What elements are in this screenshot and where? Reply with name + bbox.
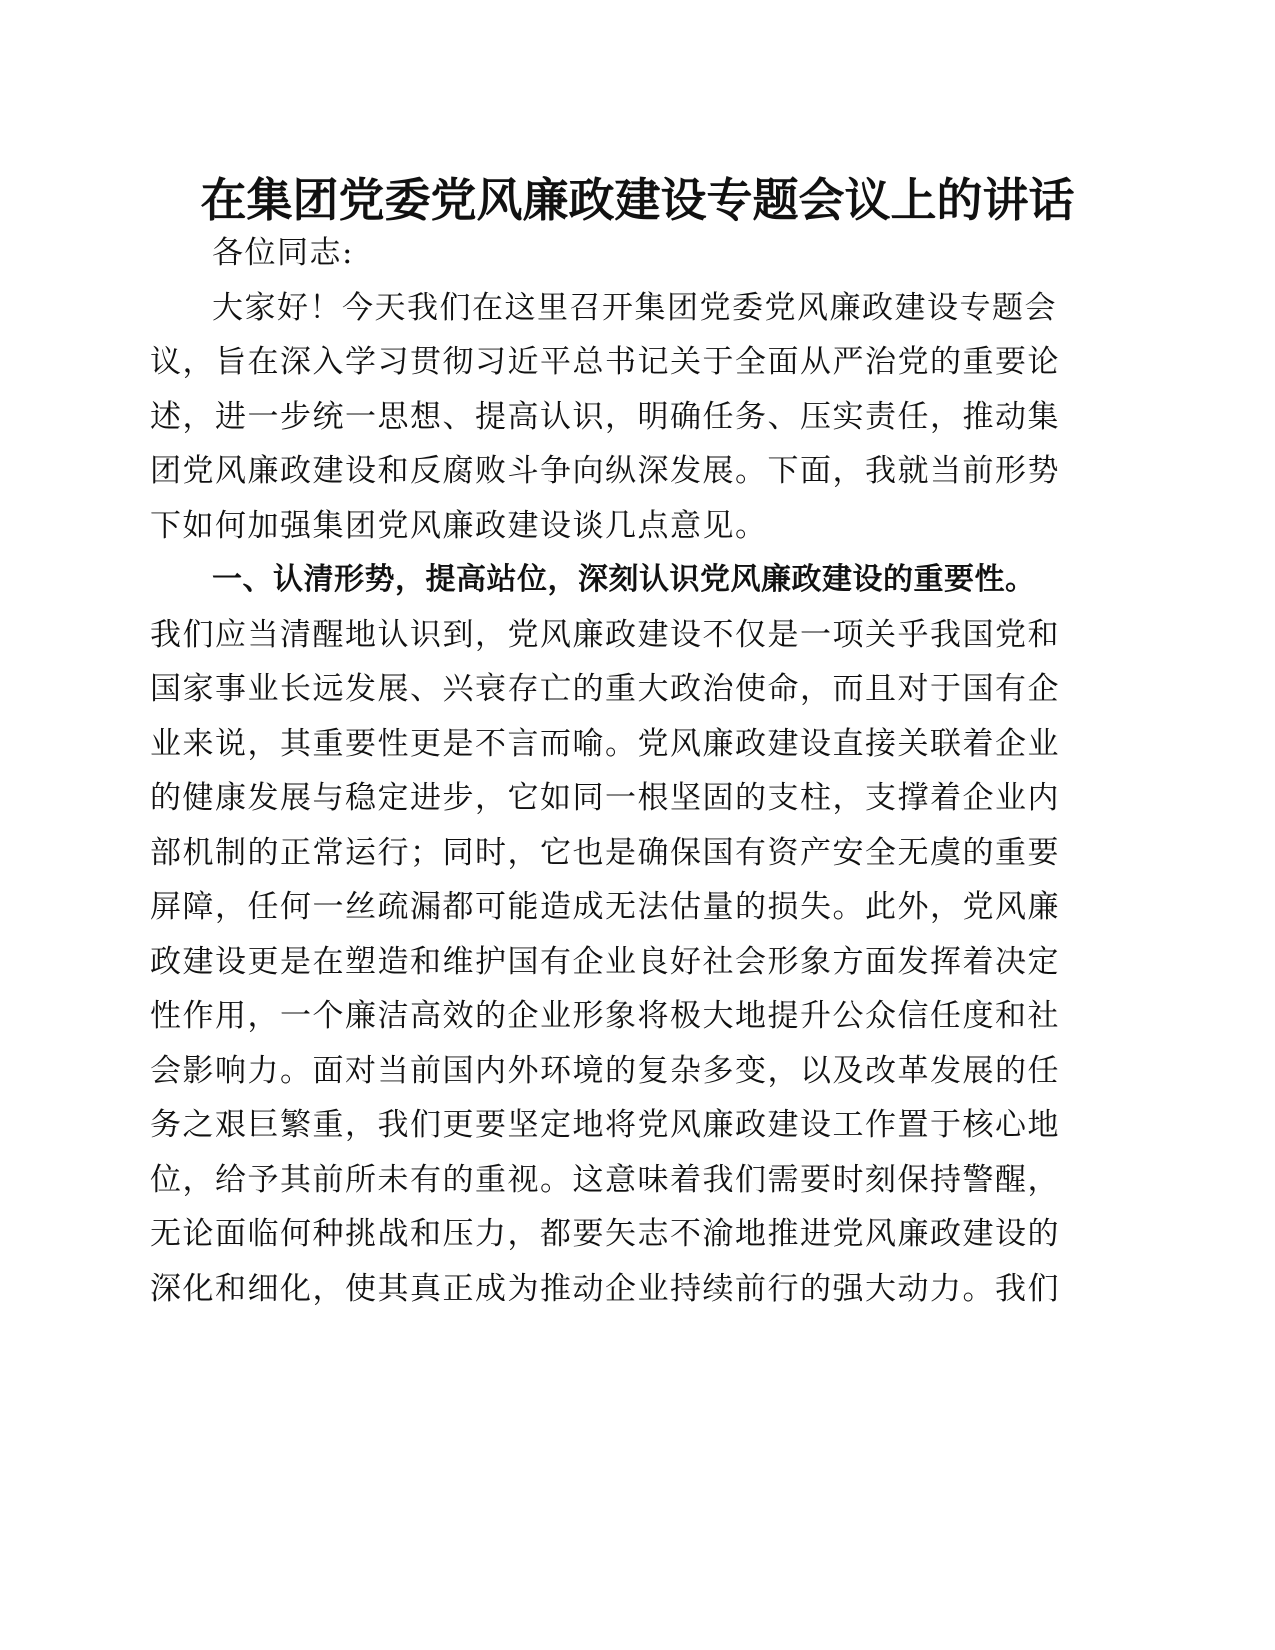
- intro-line: 议，旨在深入学习贯彻习近平总书记关于全面从严治党的重要论: [150, 344, 1060, 380]
- intro-line: 述，进一步统一思想、提高认识，明确任务、压实责任，推动集: [150, 398, 1060, 435]
- section-line: 务之艰巨繁重，我们更要坚定地将党风廉政建设工作置于核心地: [150, 1107, 1060, 1143]
- section-line: 国家事业长远发展、兴衰存亡的重大政治使命，而且对于国有企: [150, 671, 1060, 707]
- document-body: [150, 226, 1060, 1316]
- section-heading: 一、认清形势，提高站位，深刻认识党风廉政建设的重要性。: [212, 562, 1036, 597]
- section-line: 无论面临何种挑战和压力，都要矢志不渝地推进党风廉政建设的: [150, 1216, 1060, 1252]
- intro-line: 大家好！今天我们在这里召开集团党委党风廉政建设专题会: [212, 289, 1057, 326]
- section-line: 的健康发展与稳定进步，它如同一根坚固的支柱，支撑着企业内: [150, 780, 1060, 816]
- section-line: 政建设更是在塑造和维护国有企业良好社会形象方面发挥着决定: [150, 943, 1060, 980]
- document-title: 在集团党委党风廉政建设专题会议上的讲话: [200, 173, 1075, 227]
- section-line: 会影响力。面对当前国内外环境的复杂多变，以及改革发展的任: [150, 1052, 1060, 1089]
- intro-line: 团党风廉政建设和反腐败斗争向纵深发展。下面，我就当前形势: [150, 453, 1060, 489]
- section-line: 屏障，任何一丝疏漏都可能造成无法估量的损失。此外，党风廉: [150, 889, 1060, 925]
- section-line: 我们应当清醒地认识到，党风廉政建设不仅是一项关乎我国党和: [150, 616, 1060, 653]
- salutation: 各位同志:: [212, 235, 354, 271]
- section-line: 性作用，一个廉洁高效的企业形象将极大地提升公众信任度和社: [150, 998, 1060, 1034]
- section-line: 部机制的正常运行；同时，它也是确保国有资产安全无虞的重要: [150, 834, 1060, 871]
- section-line: 位，给予其前所未有的重视。这意味着我们需要时刻保持警醒，: [150, 1161, 1060, 1198]
- section-line: 业来说，其重要性更是不言而喻。党风廉政建设直接关联着企业: [150, 725, 1060, 762]
- intro-line: 下如何加强集团党风廉政建设谈几点意见。: [150, 507, 768, 544]
- section-line: 深化和细化，使其真正成为推动企业持续前行的强大动力。我们: [150, 1270, 1060, 1307]
